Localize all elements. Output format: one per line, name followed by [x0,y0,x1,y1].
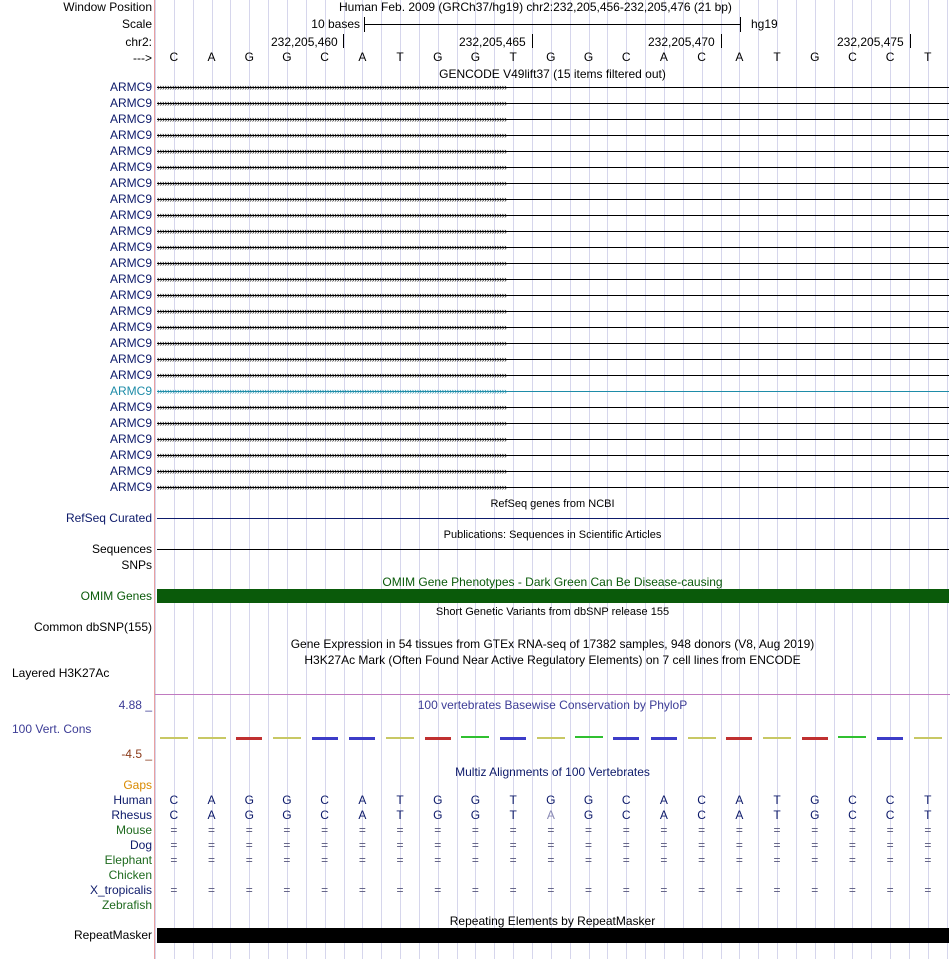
chromosome-label: chr2: [125,35,152,49]
gencode-gene-model[interactable] [157,480,949,495]
aligned-base: = [396,883,404,897]
aligned-base: G [810,808,820,822]
reference-base: C [169,50,179,64]
reference-base: G [282,50,292,64]
conservation-max-label: 4.88 _ [118,698,152,712]
aligned-base: = [283,883,291,897]
gencode-gene-model[interactable] [157,352,949,367]
strand-arrows: ›››››››››››››››››››››››››››››››››››››››››››››››››››››››››››››››››››››››››››››››››››››››››››››››››››››››››››››››››››››››››››››››››››››››››››› [157,274,507,284]
aligned-base: = [622,838,630,852]
snps-track-label[interactable]: SNPs [121,558,152,572]
aligned-base: = [434,838,442,852]
aligned-base: = [358,823,366,837]
aligned-base: G [470,793,481,807]
strand-arrows: ›››››››››››››››››››››››››››››››››››››››››››››››››››››››››››››››››››››››››››››››››››››››››››››››››››››››››››››››››››››››››››››››››››››››››››› [157,146,507,156]
multiz-track-title: Multiz Alignments of 100 Vertebrates [455,765,650,779]
strand-arrows: ›››››››››››››››››››››››››››››››››››››››››››››››››››››››››››››››››››››››››››››››››››››››››››››››››››››››››››››››››››››››››››››››››››››››››››› [157,130,507,140]
aligned-base: = [208,823,216,837]
multiz-species-label[interactable]: Human [113,793,152,807]
aligned-base: = [321,823,329,837]
gencode-gene-label[interactable]: ARMC9 [109,256,152,270]
gtex-track-title: Gene Expression in 54 tissues from GTEx RNA-seq of 17382 samples, 948 donors (V8, Aug 2019) [290,637,815,651]
gencode-gene-model[interactable] [157,80,949,95]
aligned-base: = [245,838,253,852]
strand-arrows: ›››››››››››››››››››››››››››››››››››››››››››››››››››››››››››››››››››››››››››››››››››››››››››››››››››››››››››››››››››››››››››››››››››››››››››› [157,434,507,444]
dbsnp-track-label[interactable]: Common dbSNP(155) [33,620,152,634]
conservation-bar [500,737,526,740]
publications-line[interactable] [157,549,949,550]
track-label-column [0,0,154,959]
aligned-base: = [283,853,291,867]
aligned-base: = [660,838,668,852]
aligned-base: C [320,793,329,807]
reference-base: C [697,50,706,64]
repeatmasker-element-bar[interactable] [157,928,949,943]
gencode-gene-label[interactable]: ARMC9 [109,368,152,382]
gencode-gene-label[interactable]: ARMC9 [109,80,152,94]
h3k27ac-track-label[interactable]: Layered H3K27Ac [12,666,110,680]
reference-base: A [207,50,216,64]
gencode-gene-model[interactable] [157,304,949,319]
gencode-gene-model[interactable] [157,144,949,159]
gencode-gene-label[interactable]: ARMC9 [109,320,152,334]
gencode-gene-label[interactable]: ARMC9 [109,96,152,110]
conservation-bar [236,737,262,740]
strand-arrows: ›››››››››››››››››››››››››››››››››››››››››››››››››››››››››››››››››››››››››››››››››››››››››››››››››››››››››››››››››››››››››››››››››››››››››››› [157,466,507,476]
conservation-track-label[interactable]: 100 Vert. Cons [12,722,92,736]
aligned-base: G [244,808,254,822]
aligned-base: = [848,853,856,867]
aligned-base: G [433,808,443,822]
aligned-base: = [434,853,442,867]
gencode-gene-label[interactable]: ARMC9 [109,416,152,430]
aligned-base: C [885,808,895,822]
gencode-gene-label[interactable]: ARMC9 [109,112,152,126]
aligned-base: T [773,808,781,822]
aligned-base: = [509,853,517,867]
refseq-gene-line[interactable] [157,518,949,519]
strand-arrows: ›››››››››››››››››››››››››››››››››››››››››››››››››››››››››››››››››››››››››››››››››››››››››››››››››››››››››››››››››››››››››››››››››››››››››››› [157,162,507,172]
aligned-base: A [207,808,216,822]
aligned-base: = [886,838,894,852]
aligned-base: = [170,883,178,897]
aligned-base: = [622,853,630,867]
strand-arrows: ›››››››››››››››››››››››››››››››››››››››››››››››››››››››››››››››››››››››››››››››››››››››››››››››››››››››››››››››››››››››››››››››››››››››››››› [157,242,507,252]
gencode-gene-model[interactable] [157,320,949,335]
strand-arrows: ›››››››››››››››››››››››››››››››››››››››››››››››››››››››››››››››››››››››››››››››››››››››››››››››››››››››››››››››››››››››››››››››››››››››››››› [157,114,507,124]
gencode-gene-model[interactable] [157,176,949,191]
aligned-base: = [698,838,706,852]
reference-base: G [470,50,481,64]
gencode-gene-label[interactable]: ARMC9 [109,128,152,142]
strand-arrows: ›››››››››››››››››››››››››››››››››››››››››››››››››››››››››››››››››››››››››››››››››››››››››››››››››››››››››››››››››››››››››››››››››››››››››››› [157,418,507,428]
aligned-base: = [509,883,517,897]
aligned-base: = [321,853,329,867]
gencode-gene-label[interactable]: ARMC9 [109,352,152,366]
aligned-base: = [471,823,479,837]
aligned-base: = [886,823,894,837]
reference-base: T [924,50,932,64]
coordinate-label: 232,205,465 [459,35,526,49]
assembly-position-text: Human Feb. 2009 (GRCh37/hg19) chr2:232,205,456-232,205,476 (21 bp) [339,0,732,14]
aligned-base: T [773,793,781,807]
reference-base: A [358,50,367,64]
aligned-base: C [320,808,329,822]
aligned-base: = [283,823,291,837]
gencode-gene-model[interactable] [157,400,949,415]
aligned-base: = [547,823,555,837]
aligned-base: A [358,793,367,807]
coordinate-label: 232,205,460 [271,35,338,49]
reference-base: G [810,50,820,64]
aligned-base: T [924,808,932,822]
strand-arrows: ›››››››››››››››››››››››››››››››››››››››››››››››››››››››››››››››››››››››››››››››››››››››››››››››››››››››››››››››››››››››››››››››››››››››››››› [157,322,507,332]
gencode-gene-model[interactable] [157,112,949,127]
scale-text: 10 bases [311,17,360,31]
strand-arrows: ›››››››››››››››››››››››››››››››››››››››››››››››››››››››››››››››››››››››››››››››››››››››››››››››››››››››››››››››››››››››››››››››››››››››››››› [157,338,507,348]
aligned-base: = [773,838,781,852]
aligned-base: = [848,823,856,837]
aligned-base: = [811,883,819,897]
aligned-base: = [321,883,329,897]
strand-arrows: ›››››››››››››››››››››››››››››››››››››››››››››››››››››››››››››››››››››››››››››››››››››››››››››››››››››››››››››››››››››››››››››››››››››››››››› [157,290,507,300]
omim-gene-bar[interactable] [157,589,949,603]
aligned-base: G [433,793,443,807]
conservation-bar [198,737,226,739]
aligned-base: T [509,808,517,822]
aligned-base: C [697,808,706,822]
gencode-gene-label[interactable]: ARMC9 [109,208,152,222]
dbsnp-track-title: Short Genetic Variants from dbSNP release 155 [435,606,670,618]
strand-arrows: ›››››››››››››››››››››››››››››››››››››››››››››››››››››››››››››››››››››››››››››››››››››››››››››››››››››››››››››››››››››››››››››››››››››››››››› [157,450,507,460]
gencode-gene-label[interactable]: ARMC9 [109,384,152,398]
h3k27ac-divider [155,694,950,695]
multiz-species-label[interactable]: Mouse [115,823,152,837]
conservation-bar [688,737,716,739]
gencode-gene-model[interactable] [157,368,949,383]
aligned-base: = [509,823,517,837]
gencode-gene-label[interactable]: ARMC9 [109,480,152,494]
strand-arrows: ›››››››››››››››››››››››››››››››››››››››››››››››››››››››››››››››››››››››››››››››››››››››››››››››››››››››››››››››››››››››››››››››››››››››››››› [157,178,507,188]
aligned-base: A [735,808,744,822]
strand-arrows: ›››››››››››››››››››››››››››››››››››››››››››››››››››››››››››››››››››››››››››››››››››››››››››››››››››››››››››››››››››››››››››››››››››››››››››› [157,210,507,220]
gencode-gene-model[interactable] [157,336,949,351]
aligned-base: = [660,883,668,897]
conservation-bar [651,737,677,740]
gencode-gene-model[interactable] [157,224,949,239]
conservation-bar [877,737,903,740]
conservation-bar [386,737,414,739]
conservation-bar [349,737,375,740]
aligned-base: C [169,793,179,807]
aligned-base: = [735,823,743,837]
aligned-base: T [396,808,404,822]
aligned-base: = [245,823,253,837]
aligned-base: G [282,808,292,822]
aligned-base: = [773,883,781,897]
aligned-base: = [396,853,404,867]
reference-base: T [773,50,781,64]
aligned-base: = [811,823,819,837]
aligned-base: G [546,793,556,807]
aligned-base: = [735,883,743,897]
scale-bar-right-cap [740,17,741,32]
aligned-base: = [924,838,932,852]
gencode-gene-model[interactable] [157,160,949,175]
aligned-base: = [622,883,630,897]
multiz-species-label[interactable]: Zebrafish [101,898,152,912]
gencode-gene-model[interactable] [157,272,949,287]
refseq-track-title: RefSeq genes from NCBI [490,498,615,510]
multiz-species-label[interactable]: Dog [129,838,152,852]
strand-arrows: ›››››››››››››››››››››››››››››››››››››››››››››››››››››››››››››››››››››››››››››››››››››››››››››››››››››››››››››››››››››››››››››››››››››››››››› [157,354,507,364]
gencode-gene-model[interactable] [157,192,949,207]
reference-base: T [396,50,404,64]
aligned-base: G [810,793,820,807]
gencode-gene-model[interactable] [157,208,949,223]
multiz-species-label[interactable]: Rhesus [111,808,152,822]
aligned-base: = [924,883,932,897]
gaps-label: Gaps [123,778,152,792]
gencode-gene-model[interactable] [157,288,949,303]
aligned-base: = [660,823,668,837]
refseq-track-label[interactable]: RefSeq Curated [65,511,152,525]
strand-arrows: ›››››››››››››››››››››››››››››››››››››››››››››››››››››››››››››››››››››››››››››››››››››››››››››››››››››››››››››››››››››››››››››››››››››››››››› [157,402,507,412]
conservation-bar [763,737,791,739]
conservation-bar [575,736,603,738]
aligned-base: A [207,793,216,807]
window-position-label: Window Position [63,0,152,14]
omim-track-label[interactable]: OMIM Genes [80,589,152,603]
aligned-base: = [735,838,743,852]
aligned-base: A [735,793,744,807]
reference-base: T [509,50,517,64]
aligned-base: = [509,838,517,852]
multiz-species-label[interactable]: X_tropicalis [89,883,152,897]
aligned-base: = [547,838,555,852]
gencode-gene-label[interactable]: ARMC9 [109,336,152,350]
gencode-gene-label[interactable]: ARMC9 [109,224,152,238]
gencode-gene-model[interactable] [157,464,949,479]
reference-base: G [583,50,594,64]
strand-label: ---> [133,51,152,65]
reference-base: G [433,50,443,64]
gencode-gene-model[interactable] [157,448,949,463]
aligned-base: G [583,808,594,822]
aligned-base: C [848,808,857,822]
gencode-gene-label[interactable]: ARMC9 [109,400,152,414]
aligned-base: = [396,823,404,837]
aligned-base: = [396,838,404,852]
reference-base: G [546,50,556,64]
conservation-bar [914,737,942,739]
aligned-base: C [848,793,857,807]
scale-bar-left-cap [364,17,365,32]
conservation-track-title: 100 vertebrates Basewise Conservation by PhyloP [417,698,688,712]
aligned-base: = [811,853,819,867]
gencode-gene-label[interactable]: ARMC9 [109,192,152,206]
aligned-base: = [773,853,781,867]
grid-guide-line [155,0,156,959]
conservation-bar [726,737,752,740]
aligned-base: = [886,883,894,897]
reference-base: C [885,50,895,64]
aligned-base: G [583,793,594,807]
reference-base: C [848,50,857,64]
multiz-species-label[interactable]: Chicken [108,868,152,882]
aligned-base: T [396,793,404,807]
conservation-bar [273,737,301,739]
aligned-base: = [660,853,668,867]
gencode-gene-model[interactable] [157,96,949,111]
strand-arrows: ›››››››››››››››››››››››››››››››››››››››››››››››››››››››››››››››››››››››››››››››››››››››››››››››››››››››››››››››››››››››››››››››››››››››››››› [157,306,507,316]
strand-arrows: ›››››››››››››››››››››››››››››››››››››››››››››››››››››››››››››››››››››››››››››››››››››››››››››››››››››››››››››››››››››››››››››››››››››››››››› [157,258,507,268]
gencode-gene-model[interactable] [157,384,949,399]
multiz-species-label[interactable]: Elephant [104,853,152,867]
aligned-base: = [698,853,706,867]
aligned-base: = [585,883,593,897]
conservation-bar [802,737,828,740]
aligned-base: C [621,793,631,807]
reference-base: C [320,50,329,64]
aligned-base: C [169,808,179,822]
conservation-bar [461,736,489,738]
aligned-base: C [621,808,631,822]
aligned-base: = [735,853,743,867]
publications-track-label[interactable]: Sequences [91,542,152,556]
aligned-base: = [698,883,706,897]
omim-track-title: OMIM Gene Phenotypes - Dark Green Can Be Disease-causing [382,575,723,589]
aligned-base: A [659,808,668,822]
aligned-base: = [358,853,366,867]
aligned-base: T [509,793,517,807]
aligned-base: = [924,853,932,867]
aligned-base: = [585,838,593,852]
aligned-base: = [848,838,856,852]
strand-arrows: ›››››››››››››››››››››››››››››››››››››››››››››››››››››››››››››››››››››››››››››››››››››››››››››››››››››››››››››››››››››››››››››››››››››››››››› [157,226,507,236]
database-label: hg19 [751,17,778,31]
reference-base: A [659,50,668,64]
gencode-gene-label[interactable]: ARMC9 [109,176,152,190]
conservation-bar [537,737,565,739]
gencode-gene-label[interactable]: ARMC9 [109,272,152,286]
aligned-base: = [886,853,894,867]
aligned-base: C [885,793,895,807]
aligned-base: = [170,853,178,867]
aligned-base: = [170,838,178,852]
aligned-base: G [244,793,254,807]
reference-base: G [244,50,254,64]
aligned-base: = [434,823,442,837]
aligned-base: = [811,838,819,852]
publications-track-title: Publications: Sequences in Scientific Articles [443,529,662,541]
gencode-gene-model[interactable] [157,240,949,255]
gencode-gene-label[interactable]: ARMC9 [109,288,152,302]
aligned-base: = [471,853,479,867]
strand-arrows: ›››››››››››››››››››››››››››››››››››››››››››››››››››››››››››››››››››››››››››››››››››››››››››››››››››››››››››››››››››››››››››››››››››››››››››› [157,194,507,204]
coordinate-label: 232,205,470 [648,35,715,49]
aligned-base: A [659,793,668,807]
aligned-base: C [697,793,706,807]
aligned-base: = [471,883,479,897]
reference-base: A [735,50,744,64]
aligned-base: = [547,883,555,897]
aligned-base: = [208,883,216,897]
strand-arrows: ›››››››››››››››››››››››››››››››››››››››››››››››››››››››››››››››››››››››››››››››››››››››››››››››››››››››››››››››››››››››››››››››››››››››››››› [157,82,507,92]
aligned-base: = [283,838,291,852]
aligned-base: = [358,838,366,852]
conservation-bar [425,737,451,740]
gencode-gene-model[interactable] [157,432,949,447]
aligned-base: = [622,823,630,837]
aligned-base: = [547,853,555,867]
conservation-min-label: -4.5 _ [121,747,152,761]
aligned-base: = [924,823,932,837]
h3k27ac-track-title: H3K27Ac Mark (Often Found Near Active Regulatory Elements) on 7 cell lines from ENCODE [304,653,801,667]
gencode-gene-label[interactable]: ARMC9 [109,144,152,158]
aligned-base: = [321,838,329,852]
aligned-base: = [698,823,706,837]
aligned-base: = [208,838,216,852]
aligned-base: = [170,823,178,837]
strand-arrows: ›››››››››››››››››››››››››››››››››››››››››››››››››››››››››››››››››››››››››››››››››››››››››››››››››››››››››››››››››››››››››››››››››››››››››››› [157,386,507,396]
aligned-base: = [773,823,781,837]
strand-arrows: ›››››››››››››››››››››››››››››››››››››››››››››››››››››››››››››››››››››››››››››››››››››››››››››››››››››››››››››››››››››››››››››››››››››››››››› [157,482,507,492]
scale-label: Scale [121,17,152,31]
gencode-gene-label[interactable]: ARMC9 [109,240,152,254]
aligned-base: = [208,853,216,867]
conservation-bar [160,737,188,739]
aligned-base: = [245,883,253,897]
conservation-bar [613,737,639,740]
gencode-gene-label[interactable]: ARMC9 [109,160,152,174]
reference-base: C [621,50,631,64]
aligned-base: = [434,883,442,897]
gencode-gene-label[interactable]: ARMC9 [109,464,152,478]
aligned-base: = [585,823,593,837]
repeatmasker-track-title: Repeating Elements by RepeatMasker [449,914,656,928]
repeatmasker-track-label[interactable]: RepeatMasker [73,928,152,942]
gencode-track-title: GENCODE V49lift37 (15 items filtered out) [439,67,666,81]
gencode-gene-model[interactable] [157,416,949,431]
aligned-base: A [358,808,367,822]
aligned-base: = [471,838,479,852]
track-data-area[interactable] [155,0,950,959]
aligned-base: = [585,853,593,867]
gencode-gene-model[interactable] [157,256,949,271]
aligned-base: G [282,793,292,807]
gencode-gene-label[interactable]: ARMC9 [109,304,152,318]
coordinate-label: 232,205,475 [837,35,904,49]
aligned-base: = [848,883,856,897]
aligned-base: T [924,793,932,807]
aligned-base: A [546,808,555,822]
gencode-gene-label[interactable]: ARMC9 [109,432,152,446]
conservation-bar [312,737,338,740]
strand-arrows: ›››››››››››››››››››››››››››››››››››››››››››››››››››››››››››››››››››››››››››››››››››››››››››››››››››››››››››››››››››››››››››››››››››››››››››› [157,98,507,108]
gencode-gene-label[interactable]: ARMC9 [109,448,152,462]
strand-arrows: ›››››››››››››››››››››››››››››››››››››››››››››››››››››››››››››››››››››››››››››››››››››››››››››››››››››››››››››››››››››››››››››››››››››››››››› [157,370,507,380]
aligned-base: = [358,883,366,897]
gencode-gene-model[interactable] [157,128,949,143]
aligned-base: = [245,853,253,867]
conservation-bar [838,736,866,738]
scale-bar [364,24,741,25]
aligned-base: G [470,808,481,822]
